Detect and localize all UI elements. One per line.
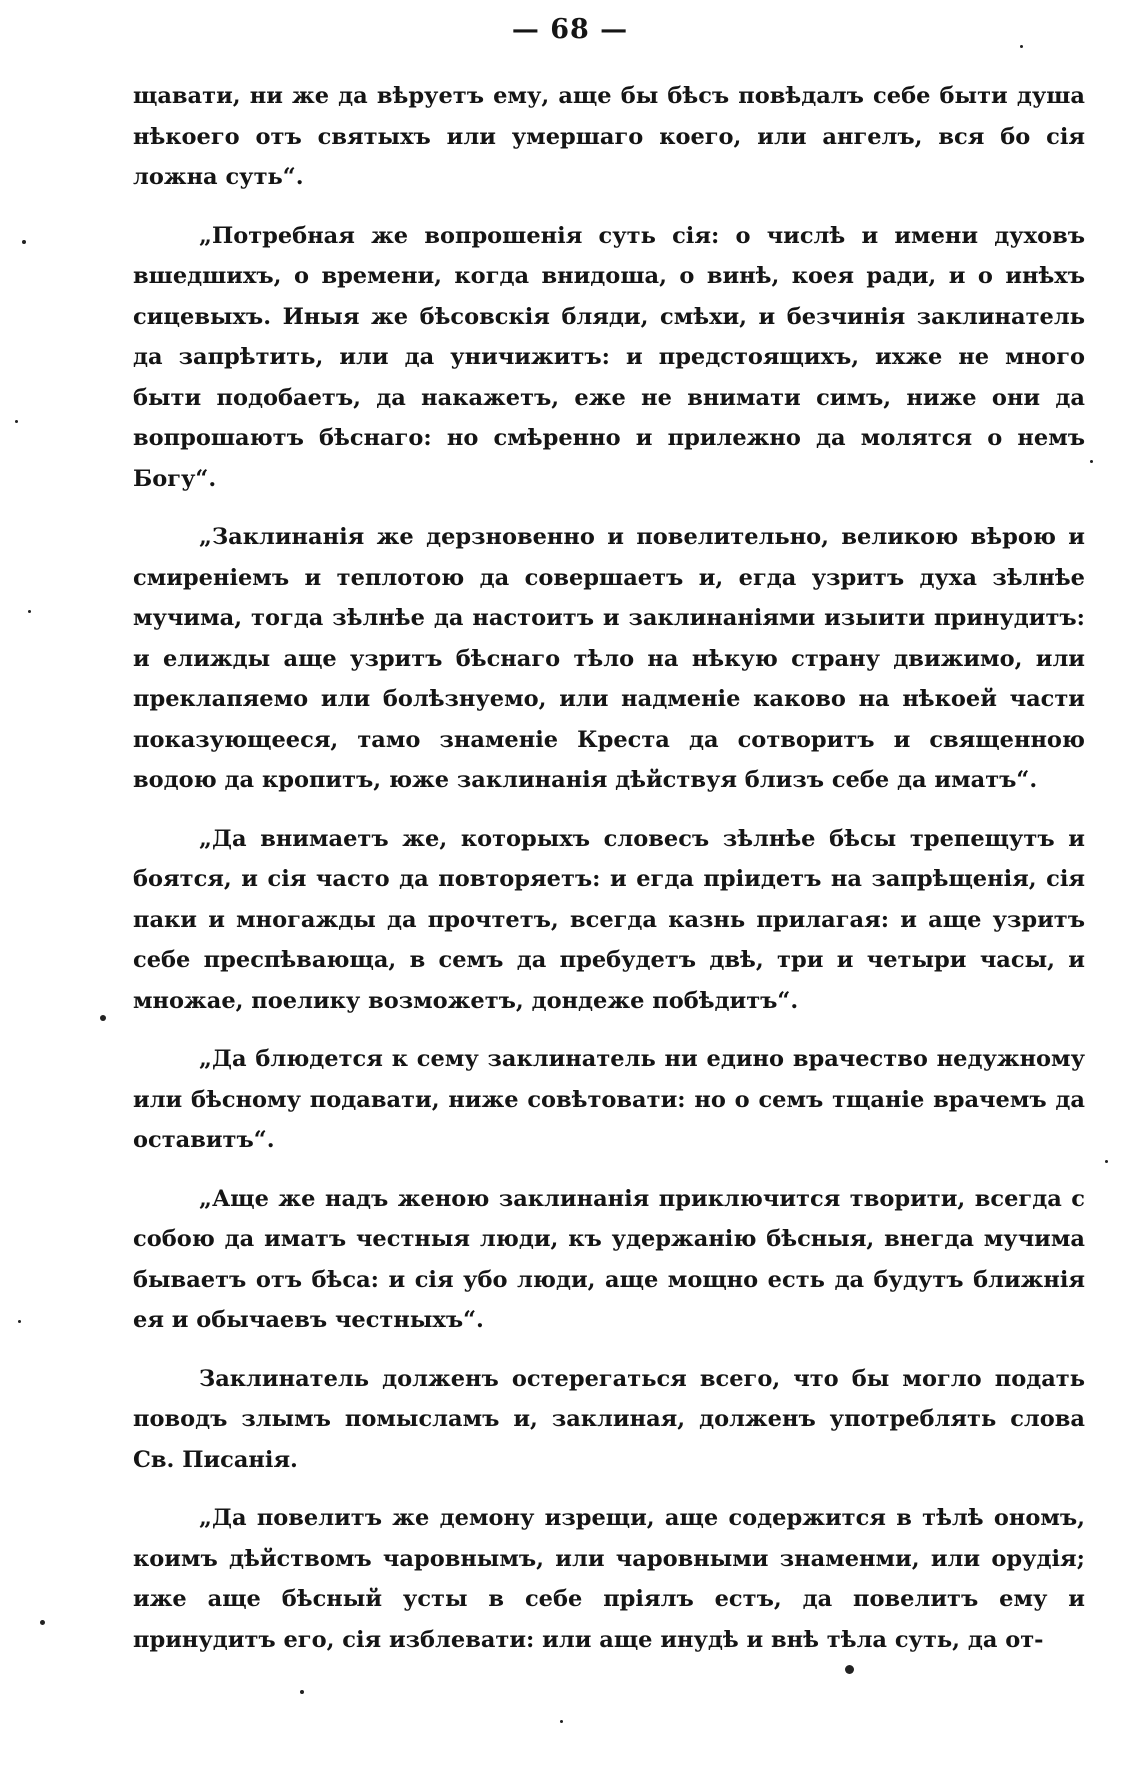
body-text xyxy=(133,76,1085,1678)
scan-speck xyxy=(15,420,18,423)
paragraph-6: „Аще же надъ женою заклинанія приключится творити, всегда с собою да иматъ честныя люди, къ удержанію бѣсныя, внегда мучима бываетъ отъ бѣса: и сія убо люди, аще мощно есть да будутъ ближнія ея и обычаевъ честныхъ“. xyxy=(133,1185,1085,1333)
paragraph-4: „Да внимаетъ же, которыхъ словесъ зѣлнѣе бѣсы трепещутъ и боятся, и сія часто да повторяетъ: и егда пріидетъ на запрѣщенія, сія паки и многажды да прочтетъ, всегда казнь прилагая: и аще узритъ себе преспѣвающа, в семъ да пребудетъ двѣ, три и четыри часы, и множае, поелику возможетъ, дондеже побѣдитъ“. xyxy=(133,825,1085,1014)
scan-speck xyxy=(300,1690,304,1694)
paragraph-3: „Заклинанія же дерзновенно и повелительно, великою вѣрою и смиреніемъ и теплотою да совершаетъ и, егда узритъ духа зѣлнѣе мучима, тогда зѣлнѣе да настоитъ и заклинаніями изыити принудитъ: и елижды аще узритъ бѣснаго тѣло на нѣкую страну движимо, или преклапяемо или болѣзнуемо, или надменіе каково на нѣкоей части показующееся, тамо знаменіе Креста да сотворитъ и священною водою да кропитъ, юже заклинанія дѣйствуя близъ себе да иматъ“. xyxy=(133,524,1085,793)
paragraph-7: Заклинатель долженъ остерегаться всего, что бы могло подать поводъ злымъ помысламъ и, заклиная, долженъ употреблять слова Св. Писанія. xyxy=(133,1365,1085,1473)
scan-speck xyxy=(40,1620,45,1625)
scan-speck xyxy=(560,1720,563,1723)
scan-speck xyxy=(28,610,31,613)
paragraph-2: „Потребная же вопрошенія суть сія: о числѣ и имени духовъ вшедшихъ, о времени, когда внидоша, о винѣ, коея ради, и о инѣхъ сицевыхъ. Иныя же бѣсовскія бляди, смѣхи, и безчинія заклинатель да запрѣтить, или да уничижитъ: и предстоящихъ, ихже не много быти подобаетъ, да накажетъ, еже не внимати симъ, ниже они да вопрошаютъ бѣснаго: но смѣренно и прилежно да молятся о немъ Богу“. xyxy=(133,222,1085,492)
scan-speck xyxy=(18,1320,21,1323)
paragraph-8: „Да повелитъ же демону изрещи, аще содержится в тѣлѣ ономъ, коимъ дѣйствомъ чаровнымъ, или чаровными знаменми, или орудія; иже аще бѣсный усты в себе пріялъ естъ, да повелитъ ему и принудитъ его, сія изблевати: или аще инудѣ и внѣ тѣла суть, да от- xyxy=(133,1505,1085,1653)
scan-speck xyxy=(845,1665,854,1674)
page-number: — 68 — xyxy=(511,14,629,45)
scan-speck xyxy=(1090,460,1093,463)
scan-speck xyxy=(22,240,26,244)
paragraph-5: „Да блюдется к сему заклинатель ни едино врачество недужному или бѣсному подавати, ниже совѣтовати: но о семъ тщаніе врачемъ да оставитъ“. xyxy=(133,1046,1085,1153)
scan-speck xyxy=(1105,1160,1108,1163)
scan-speck xyxy=(100,1015,106,1021)
scan-speck xyxy=(1020,45,1023,48)
paragraph-1: щавати, ни же да вѣруетъ ему, аще бы бѣсъ повѣдалъ себе быти душа нѣкоего отъ святыхъ или умершаго коего, или ангелъ, вся бо сія ложна суть“. xyxy=(133,83,1085,190)
